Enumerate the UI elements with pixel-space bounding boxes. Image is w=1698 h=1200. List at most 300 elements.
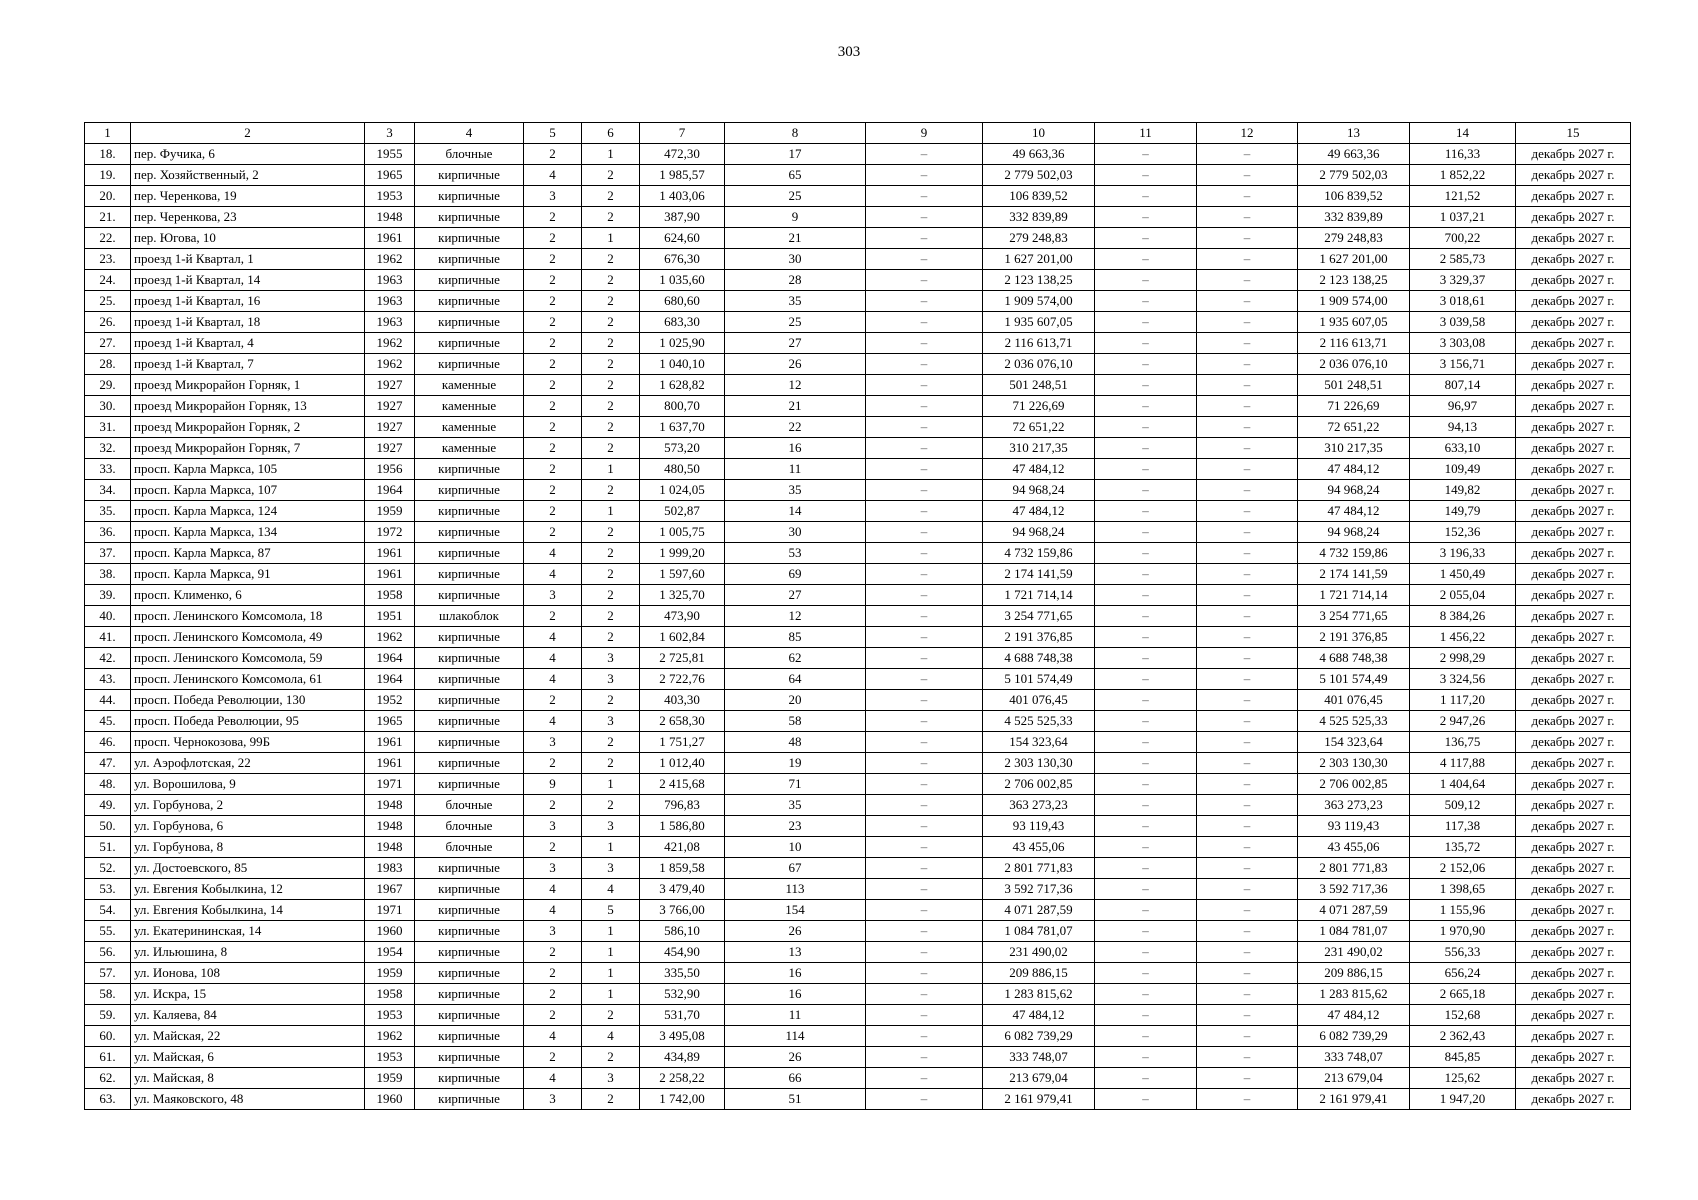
table-cell-col-13: 2 779 502,03 bbox=[1298, 165, 1410, 186]
table-cell-col-9: – bbox=[866, 270, 983, 291]
table-cell-col-12: – bbox=[1197, 711, 1298, 732]
table-cell-col-1: 21. bbox=[85, 207, 131, 228]
table-cell-col-14: 556,33 bbox=[1410, 942, 1516, 963]
table-cell-col-7: 434,89 bbox=[640, 1047, 725, 1068]
table-cell-col-8: 16 bbox=[725, 984, 866, 1005]
table-cell-col-2: ул. Ионова, 108 bbox=[131, 963, 365, 984]
table-cell-col-8: 26 bbox=[725, 1047, 866, 1068]
table-cell-col-2: просп. Карла Маркса, 124 bbox=[131, 501, 365, 522]
table-row bbox=[85, 543, 1631, 564]
table-cell-col-11: – bbox=[1095, 396, 1197, 417]
table-cell-col-7: 1 403,06 bbox=[640, 186, 725, 207]
table-row bbox=[85, 312, 1631, 333]
table-cell-col-10: 93 119,43 bbox=[983, 816, 1095, 837]
table-cell-col-12: – bbox=[1197, 480, 1298, 501]
table-cell-col-14: 1 398,65 bbox=[1410, 879, 1516, 900]
table-cell-col-9: – bbox=[866, 858, 983, 879]
table-cell-col-2: ул. Ворошилова, 9 bbox=[131, 774, 365, 795]
table-cell-col-4: кирпичные bbox=[415, 711, 524, 732]
table-cell-col-13: 5 101 574,49 bbox=[1298, 669, 1410, 690]
table-cell-col-1: 23. bbox=[85, 249, 131, 270]
table-cell-col-12: – bbox=[1197, 144, 1298, 165]
table-row bbox=[85, 228, 1631, 249]
table-cell-col-10: 47 484,12 bbox=[983, 501, 1095, 522]
table-cell-col-5: 2 bbox=[524, 396, 582, 417]
table-cell-col-3: 1927 bbox=[365, 417, 415, 438]
table-cell-col-5: 2 bbox=[524, 438, 582, 459]
table-cell-col-4: блочные bbox=[415, 816, 524, 837]
table-cell-col-8: 23 bbox=[725, 816, 866, 837]
table-cell-col-5: 4 bbox=[524, 165, 582, 186]
table-cell-col-14: 2 947,26 bbox=[1410, 711, 1516, 732]
table-cell-col-10: 231 490,02 bbox=[983, 942, 1095, 963]
table-cell-col-10: 2 779 502,03 bbox=[983, 165, 1095, 186]
table-cell-col-5: 2 bbox=[524, 312, 582, 333]
table-cell-col-3: 1927 bbox=[365, 375, 415, 396]
table-cell-col-15: декабрь 2027 г. bbox=[1516, 816, 1631, 837]
table-cell-col-15: декабрь 2027 г. bbox=[1516, 396, 1631, 417]
table-cell-col-6: 2 bbox=[582, 606, 640, 627]
table-cell-col-8: 28 bbox=[725, 270, 866, 291]
table-cell-col-5: 4 bbox=[524, 1068, 582, 1089]
table-cell-col-11: – bbox=[1095, 543, 1197, 564]
table-cell-col-11: – bbox=[1095, 963, 1197, 984]
column-header-4: 4 bbox=[415, 123, 524, 144]
table-cell-col-10: 71 226,69 bbox=[983, 396, 1095, 417]
table-cell-col-15: декабрь 2027 г. bbox=[1516, 837, 1631, 858]
table-cell-col-8: 27 bbox=[725, 585, 866, 606]
table-cell-col-3: 1961 bbox=[365, 564, 415, 585]
table-cell-col-9: – bbox=[866, 753, 983, 774]
table-cell-col-1: 43. bbox=[85, 669, 131, 690]
table-cell-col-10: 332 839,89 bbox=[983, 207, 1095, 228]
table-cell-col-6: 2 bbox=[582, 396, 640, 417]
table-cell-col-11: – bbox=[1095, 1068, 1197, 1089]
table-cell-col-3: 1961 bbox=[365, 228, 415, 249]
table-cell-col-11: – bbox=[1095, 879, 1197, 900]
table-cell-col-2: просп. Карла Маркса, 107 bbox=[131, 480, 365, 501]
table-cell-col-2: ул. Майская, 6 bbox=[131, 1047, 365, 1068]
table-cell-col-15: декабрь 2027 г. bbox=[1516, 711, 1631, 732]
table-cell-col-12: – bbox=[1197, 690, 1298, 711]
table-cell-col-6: 2 bbox=[582, 1047, 640, 1068]
table-cell-col-15: декабрь 2027 г. bbox=[1516, 459, 1631, 480]
table-cell-col-5: 3 bbox=[524, 921, 582, 942]
table-cell-col-12: – bbox=[1197, 375, 1298, 396]
table-row bbox=[85, 501, 1631, 522]
table-cell-col-3: 1927 bbox=[365, 438, 415, 459]
table-cell-col-5: 2 bbox=[524, 270, 582, 291]
table-cell-col-11: – bbox=[1095, 669, 1197, 690]
table-cell-col-1: 63. bbox=[85, 1089, 131, 1110]
table-cell-col-1: 30. bbox=[85, 396, 131, 417]
table-cell-col-10: 72 651,22 bbox=[983, 417, 1095, 438]
table-cell-col-5: 3 bbox=[524, 732, 582, 753]
table-cell-col-13: 71 226,69 bbox=[1298, 396, 1410, 417]
table-cell-col-6: 2 bbox=[582, 438, 640, 459]
table-cell-col-1: 49. bbox=[85, 795, 131, 816]
table-cell-col-1: 20. bbox=[85, 186, 131, 207]
table-cell-col-12: – bbox=[1197, 921, 1298, 942]
table-cell-col-8: 14 bbox=[725, 501, 866, 522]
table-cell-col-10: 2 116 613,71 bbox=[983, 333, 1095, 354]
table-cell-col-5: 3 bbox=[524, 816, 582, 837]
table-cell-col-1: 39. bbox=[85, 585, 131, 606]
table-cell-col-7: 472,30 bbox=[640, 144, 725, 165]
table-cell-col-13: 2 116 613,71 bbox=[1298, 333, 1410, 354]
table-cell-col-6: 2 bbox=[582, 690, 640, 711]
table-cell-col-1: 24. bbox=[85, 270, 131, 291]
table-cell-col-7: 502,87 bbox=[640, 501, 725, 522]
table-cell-col-8: 10 bbox=[725, 837, 866, 858]
table-cell-col-11: – bbox=[1095, 1047, 1197, 1068]
table-cell-col-11: – bbox=[1095, 501, 1197, 522]
table-cell-col-8: 48 bbox=[725, 732, 866, 753]
table-cell-col-3: 1963 bbox=[365, 270, 415, 291]
table-cell-col-15: декабрь 2027 г. bbox=[1516, 648, 1631, 669]
table-cell-col-15: декабрь 2027 г. bbox=[1516, 270, 1631, 291]
table-cell-col-8: 64 bbox=[725, 669, 866, 690]
column-header-1: 1 bbox=[85, 123, 131, 144]
table-cell-col-14: 3 039,58 bbox=[1410, 312, 1516, 333]
table-cell-col-5: 2 bbox=[524, 795, 582, 816]
table-cell-col-9: – bbox=[866, 648, 983, 669]
table-cell-col-10: 213 679,04 bbox=[983, 1068, 1095, 1089]
column-header-8: 8 bbox=[725, 123, 866, 144]
table-cell-col-7: 1 586,80 bbox=[640, 816, 725, 837]
table-cell-col-4: каменные bbox=[415, 396, 524, 417]
column-header-6: 6 bbox=[582, 123, 640, 144]
table-cell-col-6: 2 bbox=[582, 333, 640, 354]
table-cell-col-5: 2 bbox=[524, 459, 582, 480]
table-cell-col-15: декабрь 2027 г. bbox=[1516, 1068, 1631, 1089]
table-cell-col-12: – bbox=[1197, 648, 1298, 669]
table-cell-col-8: 71 bbox=[725, 774, 866, 795]
table-cell-col-11: – bbox=[1095, 270, 1197, 291]
table-cell-col-1: 27. bbox=[85, 333, 131, 354]
table-cell-col-2: просп. Ленинского Комсомола, 59 bbox=[131, 648, 365, 669]
table-cell-col-1: 19. bbox=[85, 165, 131, 186]
table-cell-col-12: – bbox=[1197, 249, 1298, 270]
table-cell-col-7: 3 495,08 bbox=[640, 1026, 725, 1047]
table-cell-col-4: кирпичные bbox=[415, 627, 524, 648]
table-cell-col-15: декабрь 2027 г. bbox=[1516, 774, 1631, 795]
table-row bbox=[85, 459, 1631, 480]
table-cell-col-6: 2 bbox=[582, 186, 640, 207]
table-cell-col-1: 58. bbox=[85, 984, 131, 1005]
table-cell-col-6: 2 bbox=[582, 375, 640, 396]
table-cell-col-1: 46. bbox=[85, 732, 131, 753]
table-cell-col-2: проезд 1-й Квартал, 4 bbox=[131, 333, 365, 354]
table-cell-col-9: – bbox=[866, 963, 983, 984]
table-cell-col-8: 13 bbox=[725, 942, 866, 963]
table-cell-col-8: 16 bbox=[725, 963, 866, 984]
table-cell-col-6: 4 bbox=[582, 1026, 640, 1047]
table-cell-col-12: – bbox=[1197, 732, 1298, 753]
table-cell-col-9: – bbox=[866, 165, 983, 186]
table-cell-col-12: – bbox=[1197, 312, 1298, 333]
table-cell-col-4: кирпичные bbox=[415, 228, 524, 249]
table-cell-col-3: 1955 bbox=[365, 144, 415, 165]
table-cell-col-13: 94 968,24 bbox=[1298, 480, 1410, 501]
table-cell-col-14: 1 456,22 bbox=[1410, 627, 1516, 648]
table-cell-col-6: 2 bbox=[582, 543, 640, 564]
table-cell-col-13: 1 084 781,07 bbox=[1298, 921, 1410, 942]
table-cell-col-5: 4 bbox=[524, 543, 582, 564]
table-cell-col-3: 1960 bbox=[365, 921, 415, 942]
table-cell-col-10: 1 283 815,62 bbox=[983, 984, 1095, 1005]
table-cell-col-4: кирпичные bbox=[415, 333, 524, 354]
table-cell-col-6: 2 bbox=[582, 1089, 640, 1110]
table-cell-col-2: просп. Победа Революции, 130 bbox=[131, 690, 365, 711]
table-cell-col-10: 49 663,36 bbox=[983, 144, 1095, 165]
table-cell-col-3: 1953 bbox=[365, 1005, 415, 1026]
table-cell-col-1: 25. bbox=[85, 291, 131, 312]
table-cell-col-13: 279 248,83 bbox=[1298, 228, 1410, 249]
table-cell-col-11: – bbox=[1095, 690, 1197, 711]
table-cell-col-15: декабрь 2027 г. bbox=[1516, 900, 1631, 921]
table-cell-col-14: 3 324,56 bbox=[1410, 669, 1516, 690]
table-cell-col-11: – bbox=[1095, 858, 1197, 879]
table-cell-col-15: декабрь 2027 г. bbox=[1516, 1047, 1631, 1068]
table-cell-col-6: 2 bbox=[582, 1005, 640, 1026]
table-cell-col-7: 2 658,30 bbox=[640, 711, 725, 732]
table-cell-col-11: – bbox=[1095, 984, 1197, 1005]
table-cell-col-15: декабрь 2027 г. bbox=[1516, 963, 1631, 984]
table-cell-col-6: 3 bbox=[582, 816, 640, 837]
table-cell-col-9: – bbox=[866, 417, 983, 438]
table-cell-col-11: – bbox=[1095, 795, 1197, 816]
table-cell-col-6: 3 bbox=[582, 711, 640, 732]
table-cell-col-9: – bbox=[866, 186, 983, 207]
table-cell-col-5: 2 bbox=[524, 249, 582, 270]
table-cell-col-6: 3 bbox=[582, 669, 640, 690]
table-cell-col-3: 1963 bbox=[365, 312, 415, 333]
table-cell-col-7: 800,70 bbox=[640, 396, 725, 417]
table-cell-col-9: – bbox=[866, 228, 983, 249]
table-cell-col-1: 62. bbox=[85, 1068, 131, 1089]
table-cell-col-11: – bbox=[1095, 1089, 1197, 1110]
table-cell-col-1: 26. bbox=[85, 312, 131, 333]
table-cell-col-11: – bbox=[1095, 648, 1197, 669]
table-cell-col-6: 2 bbox=[582, 522, 640, 543]
table-cell-col-10: 3 592 717,36 bbox=[983, 879, 1095, 900]
table-cell-col-15: декабрь 2027 г. bbox=[1516, 186, 1631, 207]
table-cell-col-13: 310 217,35 bbox=[1298, 438, 1410, 459]
table-cell-col-5: 2 bbox=[524, 501, 582, 522]
table-cell-col-7: 1 751,27 bbox=[640, 732, 725, 753]
table-cell-col-5: 3 bbox=[524, 585, 582, 606]
table-row bbox=[85, 648, 1631, 669]
table-cell-col-15: декабрь 2027 г. bbox=[1516, 858, 1631, 879]
table-cell-col-1: 37. bbox=[85, 543, 131, 564]
table-cell-col-2: пер. Фучика, 6 bbox=[131, 144, 365, 165]
table-cell-col-10: 43 455,06 bbox=[983, 837, 1095, 858]
table-cell-col-9: – bbox=[866, 144, 983, 165]
table-cell-col-8: 9 bbox=[725, 207, 866, 228]
table-cell-col-13: 1 935 607,05 bbox=[1298, 312, 1410, 333]
table-cell-col-2: пер. Черенкова, 19 bbox=[131, 186, 365, 207]
table-cell-col-8: 67 bbox=[725, 858, 866, 879]
table-cell-col-15: декабрь 2027 г. bbox=[1516, 669, 1631, 690]
table-row bbox=[85, 375, 1631, 396]
table-cell-col-4: каменные bbox=[415, 417, 524, 438]
table-row bbox=[85, 144, 1631, 165]
table-cell-col-13: 2 036 076,10 bbox=[1298, 354, 1410, 375]
table-cell-col-12: – bbox=[1197, 417, 1298, 438]
table-row bbox=[85, 1026, 1631, 1047]
table-cell-col-15: декабрь 2027 г. bbox=[1516, 795, 1631, 816]
table-cell-col-11: – bbox=[1095, 711, 1197, 732]
table-cell-col-6: 1 bbox=[582, 459, 640, 480]
table-cell-col-12: – bbox=[1197, 543, 1298, 564]
table-cell-col-7: 1 742,00 bbox=[640, 1089, 725, 1110]
table-cell-col-4: кирпичные bbox=[415, 543, 524, 564]
table-cell-col-10: 1 909 574,00 bbox=[983, 291, 1095, 312]
table-cell-col-12: – bbox=[1197, 186, 1298, 207]
column-header-3: 3 bbox=[365, 123, 415, 144]
table-cell-col-5: 2 bbox=[524, 984, 582, 1005]
table-cell-col-13: 47 484,12 bbox=[1298, 501, 1410, 522]
table-cell-col-5: 2 bbox=[524, 522, 582, 543]
table-cell-col-10: 1 721 714,14 bbox=[983, 585, 1095, 606]
table-cell-col-5: 2 bbox=[524, 1047, 582, 1068]
table-cell-col-9: – bbox=[866, 480, 983, 501]
table-cell-col-12: – bbox=[1197, 963, 1298, 984]
table-cell-col-4: кирпичные bbox=[415, 984, 524, 1005]
table-cell-col-15: декабрь 2027 г. bbox=[1516, 543, 1631, 564]
table-cell-col-2: ул. Майская, 8 bbox=[131, 1068, 365, 1089]
table-cell-col-12: – bbox=[1197, 1026, 1298, 1047]
table-cell-col-11: – bbox=[1095, 480, 1197, 501]
table-cell-col-3: 1951 bbox=[365, 606, 415, 627]
table-cell-col-6: 2 bbox=[582, 270, 640, 291]
table-cell-col-4: кирпичные bbox=[415, 942, 524, 963]
table-cell-col-3: 1962 bbox=[365, 249, 415, 270]
table-cell-col-7: 1 859,58 bbox=[640, 858, 725, 879]
table-cell-col-9: – bbox=[866, 1068, 983, 1089]
table-cell-col-15: декабрь 2027 г. bbox=[1516, 228, 1631, 249]
table-cell-col-10: 279 248,83 bbox=[983, 228, 1095, 249]
table-cell-col-3: 1960 bbox=[365, 1089, 415, 1110]
table-cell-col-9: – bbox=[866, 711, 983, 732]
table-cell-col-6: 2 bbox=[582, 627, 640, 648]
table-cell-col-14: 109,49 bbox=[1410, 459, 1516, 480]
table-cell-col-10: 4 688 748,38 bbox=[983, 648, 1095, 669]
table-cell-col-14: 1 970,90 bbox=[1410, 921, 1516, 942]
table-cell-col-7: 1 025,90 bbox=[640, 333, 725, 354]
table-cell-col-7: 403,30 bbox=[640, 690, 725, 711]
table-row bbox=[85, 753, 1631, 774]
table-row bbox=[85, 690, 1631, 711]
table-cell-col-2: просп. Ленинского Комсомола, 61 bbox=[131, 669, 365, 690]
table-cell-col-8: 62 bbox=[725, 648, 866, 669]
table-cell-col-10: 2 303 130,30 bbox=[983, 753, 1095, 774]
table-cell-col-5: 4 bbox=[524, 669, 582, 690]
table-cell-col-2: проезд 1-й Квартал, 18 bbox=[131, 312, 365, 333]
table-cell-col-4: кирпичные bbox=[415, 753, 524, 774]
table-cell-col-15: декабрь 2027 г. bbox=[1516, 1005, 1631, 1026]
table-row bbox=[85, 879, 1631, 900]
table-cell-col-9: – bbox=[866, 585, 983, 606]
table-cell-col-5: 2 bbox=[524, 1005, 582, 1026]
table-cell-col-14: 116,33 bbox=[1410, 144, 1516, 165]
table-cell-col-13: 3 592 717,36 bbox=[1298, 879, 1410, 900]
table-cell-col-11: – bbox=[1095, 375, 1197, 396]
table-cell-col-15: декабрь 2027 г. bbox=[1516, 207, 1631, 228]
table-row bbox=[85, 354, 1631, 375]
table-cell-col-5: 2 bbox=[524, 480, 582, 501]
table-row bbox=[85, 921, 1631, 942]
table-cell-col-12: – bbox=[1197, 669, 1298, 690]
table-cell-col-4: кирпичные bbox=[415, 669, 524, 690]
table-cell-col-14: 845,85 bbox=[1410, 1047, 1516, 1068]
table-cell-col-12: – bbox=[1197, 1089, 1298, 1110]
table-cell-col-15: декабрь 2027 г. bbox=[1516, 480, 1631, 501]
table-cell-col-9: – bbox=[866, 543, 983, 564]
table-cell-col-6: 2 bbox=[582, 354, 640, 375]
table-row bbox=[85, 606, 1631, 627]
table-cell-col-1: 40. bbox=[85, 606, 131, 627]
table-cell-col-10: 4 732 159,86 bbox=[983, 543, 1095, 564]
table-cell-col-2: просп. Ленинского Комсомола, 49 bbox=[131, 627, 365, 648]
table-cell-col-4: кирпичные bbox=[415, 585, 524, 606]
table-cell-col-7: 1 628,82 bbox=[640, 375, 725, 396]
table-cell-col-15: декабрь 2027 г. bbox=[1516, 144, 1631, 165]
table-cell-col-13: 2 303 130,30 bbox=[1298, 753, 1410, 774]
table-cell-col-13: 4 071 287,59 bbox=[1298, 900, 1410, 921]
table-cell-col-6: 2 bbox=[582, 795, 640, 816]
table-cell-col-7: 1 597,60 bbox=[640, 564, 725, 585]
table-cell-col-9: – bbox=[866, 795, 983, 816]
table-cell-col-2: просп. Карла Маркса, 134 bbox=[131, 522, 365, 543]
table-cell-col-1: 51. bbox=[85, 837, 131, 858]
table-cell-col-6: 1 bbox=[582, 963, 640, 984]
table-cell-col-1: 36. bbox=[85, 522, 131, 543]
column-header-5: 5 bbox=[524, 123, 582, 144]
table-cell-col-5: 2 bbox=[524, 837, 582, 858]
table-cell-col-6: 2 bbox=[582, 732, 640, 753]
table-cell-col-4: кирпичные bbox=[415, 270, 524, 291]
table-cell-col-4: кирпичные bbox=[415, 1026, 524, 1047]
table-body bbox=[85, 144, 1631, 1110]
table-cell-col-8: 20 bbox=[725, 690, 866, 711]
table-cell-col-9: – bbox=[866, 375, 983, 396]
table-cell-col-1: 35. bbox=[85, 501, 131, 522]
table-cell-col-7: 2 725,81 bbox=[640, 648, 725, 669]
table-cell-col-2: проезд Микрорайон Горняк, 2 bbox=[131, 417, 365, 438]
table-cell-col-10: 2 801 771,83 bbox=[983, 858, 1095, 879]
table-cell-col-3: 1962 bbox=[365, 333, 415, 354]
table-cell-col-8: 16 bbox=[725, 438, 866, 459]
table-cell-col-7: 796,83 bbox=[640, 795, 725, 816]
table-cell-col-3: 1962 bbox=[365, 354, 415, 375]
table-cell-col-2: ул. Аэрофлотская, 22 bbox=[131, 753, 365, 774]
table-cell-col-14: 121,52 bbox=[1410, 186, 1516, 207]
table-cell-col-13: 2 706 002,85 bbox=[1298, 774, 1410, 795]
table-cell-col-10: 2 036 076,10 bbox=[983, 354, 1095, 375]
table-cell-col-11: – bbox=[1095, 186, 1197, 207]
table-cell-col-1: 47. bbox=[85, 753, 131, 774]
table-cell-col-14: 1 450,49 bbox=[1410, 564, 1516, 585]
table-cell-col-12: – bbox=[1197, 1068, 1298, 1089]
table-cell-col-6: 2 bbox=[582, 312, 640, 333]
table-cell-col-11: – bbox=[1095, 753, 1197, 774]
table-cell-col-3: 1963 bbox=[365, 291, 415, 312]
table-cell-col-10: 310 217,35 bbox=[983, 438, 1095, 459]
table-row bbox=[85, 711, 1631, 732]
table-cell-col-1: 33. bbox=[85, 459, 131, 480]
